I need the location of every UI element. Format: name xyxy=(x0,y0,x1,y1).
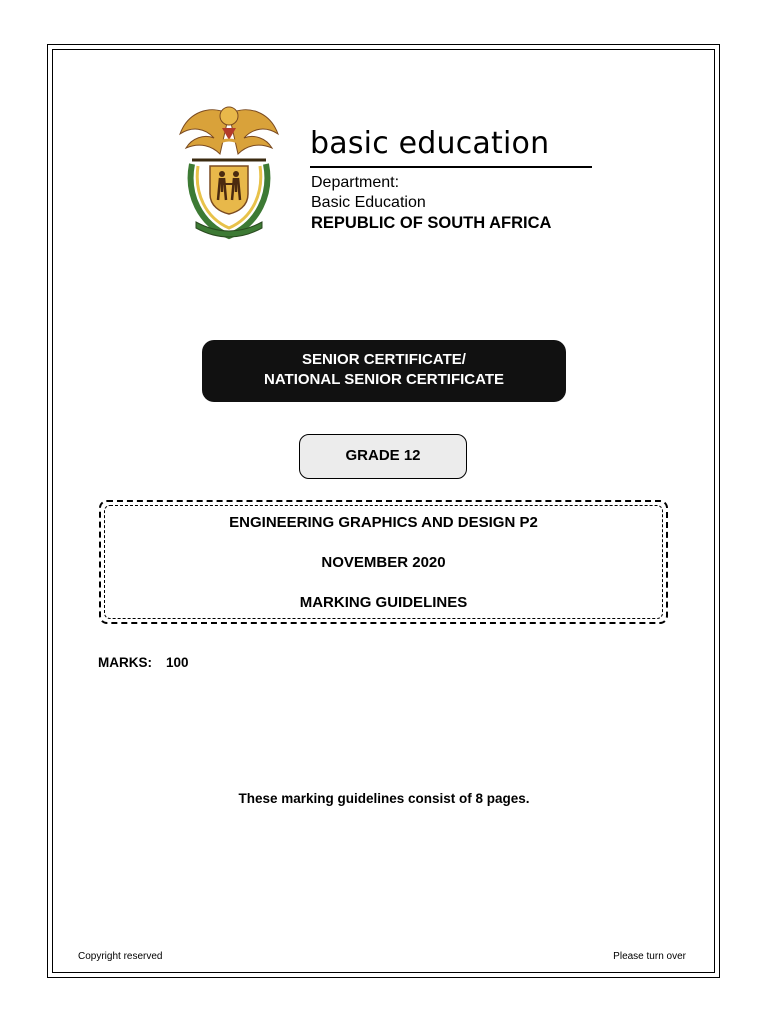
department-name: Basic Education xyxy=(311,194,426,211)
department-label: Department: xyxy=(311,174,400,191)
department-logo xyxy=(162,90,608,250)
brand-title: basic education xyxy=(310,126,550,161)
exam-session: NOVEMBER 2020 xyxy=(321,554,446,571)
certificate-banner xyxy=(202,340,566,402)
country-name: REPUBLIC OF SOUTH AFRICA xyxy=(311,214,552,232)
grade-badge: GRADE 12 xyxy=(299,434,467,479)
footer-turn-over: Please turn over xyxy=(613,951,686,962)
marks-label: MARKS: xyxy=(98,655,152,670)
certificate-line-2: NATIONAL SENIOR CERTIFICATE xyxy=(264,371,504,388)
footer-copyright: Copyright reserved xyxy=(78,951,163,962)
subject-title: ENGINEERING GRAPHICS AND DESIGN P2 xyxy=(229,514,538,531)
marks-line xyxy=(98,655,189,670)
marks-value: 100 xyxy=(166,655,189,670)
certificate-line-1: SENIOR CERTIFICATE/ xyxy=(302,351,466,368)
document-type: MARKING GUIDELINES xyxy=(299,594,468,611)
pages-note: These marking guidelines consist of 8 pages. xyxy=(238,791,530,806)
coat-of-arms-icon xyxy=(170,94,288,244)
subject-box xyxy=(99,500,668,624)
brand-underline xyxy=(310,166,592,168)
